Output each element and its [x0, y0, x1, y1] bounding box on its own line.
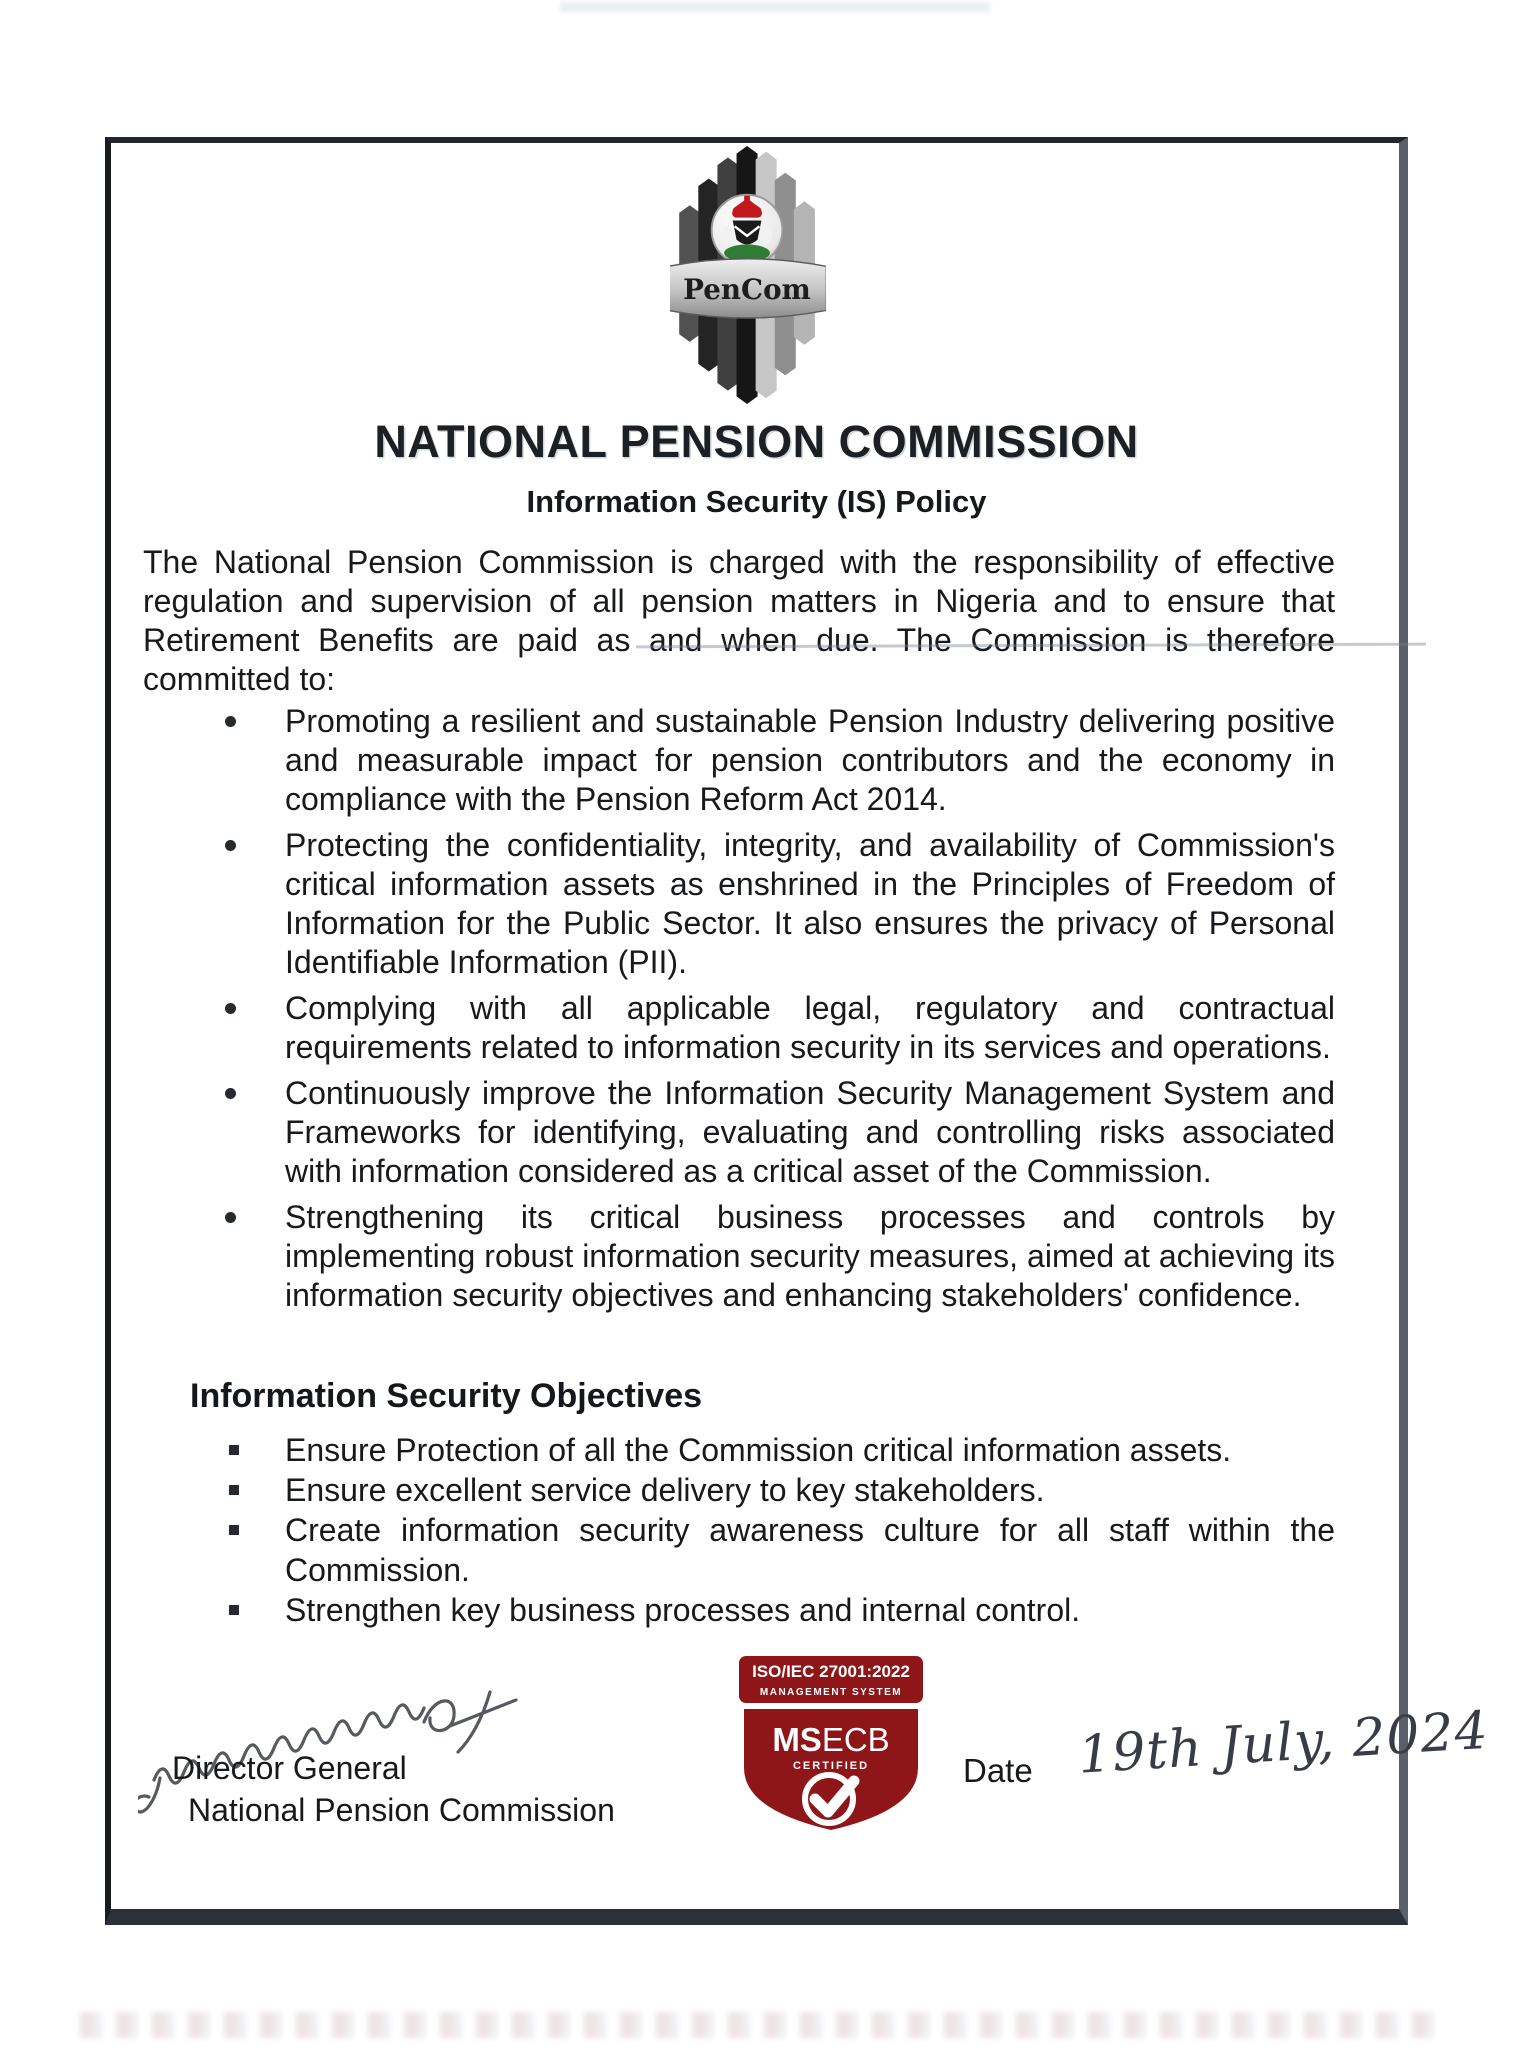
page-title: NATIONAL PENSION COMMISSION	[374, 416, 1139, 467]
commitment-item: Continuously improve the Information Security Management System and Frameworks for identifying, evaluating and controlling risks associated with information considered as a critical asset of the Commission.	[143, 1074, 1335, 1191]
scan-top-noise	[560, 2, 990, 12]
commitment-item: Strengthening its critical business processes and controls by implementing robust information security measures, aimed at achieving its information security objectives and enhancing stakeholders' confidence.	[143, 1198, 1335, 1315]
objective-item: Strengthen key business processes and internal control.	[143, 1590, 1335, 1630]
objective-item: Create information security awareness culture for all staff within the Commission.	[143, 1510, 1335, 1590]
badge-status-label: CERTIFIED	[792, 1760, 870, 1772]
objectives-section	[143, 1376, 1335, 1630]
policy-body	[143, 543, 1335, 1322]
signature-title: Director General	[172, 1750, 407, 1786]
pencom-logo	[670, 146, 826, 404]
objective-item: Ensure Protection of all the Commission critical information assets.	[143, 1430, 1335, 1470]
commitment-list	[143, 702, 1335, 1315]
badge-scheme-label: MANAGEMENT SYSTEM	[759, 1687, 903, 1698]
intro-paragraph: The National Pension Commission is charged with the responsibility of effective regulation and supervision of all pension matters in Nigeria and to ensure that Retirement Benefits are paid as and when due. The Commission is therefore committed to:	[143, 544, 1335, 697]
date-label: Date	[963, 1752, 1033, 1789]
badge-standard-label: ISO/IEC 27001:2022	[752, 1662, 910, 1681]
commitment-item: Complying with all applicable legal, regulatory and contractual requirements related to information security in its services and operations.	[143, 989, 1335, 1067]
coat-of-arms-icon	[712, 195, 783, 266]
scan-bleed-noise	[80, 2012, 1440, 2038]
badge-body-label: MSECB	[772, 1721, 890, 1758]
objective-item: Ensure excellent service delivery to key stakeholders.	[143, 1470, 1335, 1510]
objectives-heading: Information Security Objectives	[190, 1377, 703, 1415]
logo-banner	[670, 259, 826, 318]
logo-banner-text: PenCom	[683, 272, 811, 306]
commitment-item: Protecting the confidentiality, integrity, and availability of Commission's critical information assets as enshrined in the Principles of Freedom of Information for the Public Sector. It also ensures the privacy of Personal Identifiable Information (PII).	[143, 826, 1335, 982]
signature-organization: National Pension Commission	[188, 1792, 615, 1828]
commitment-item: Promoting a resilient and sustainable Pension Industry delivering positive and measurable impact for pension contributors and the economy in compliance with the Pension Reform Act 2014.	[143, 702, 1335, 819]
handwritten-date: 19th July, 2024	[1076, 1700, 1491, 1786]
msecb-certification-badge	[736, 1656, 926, 1838]
objectives-list	[143, 1430, 1335, 1630]
page-subtitle: Information Security (IS) Policy	[526, 484, 987, 519]
